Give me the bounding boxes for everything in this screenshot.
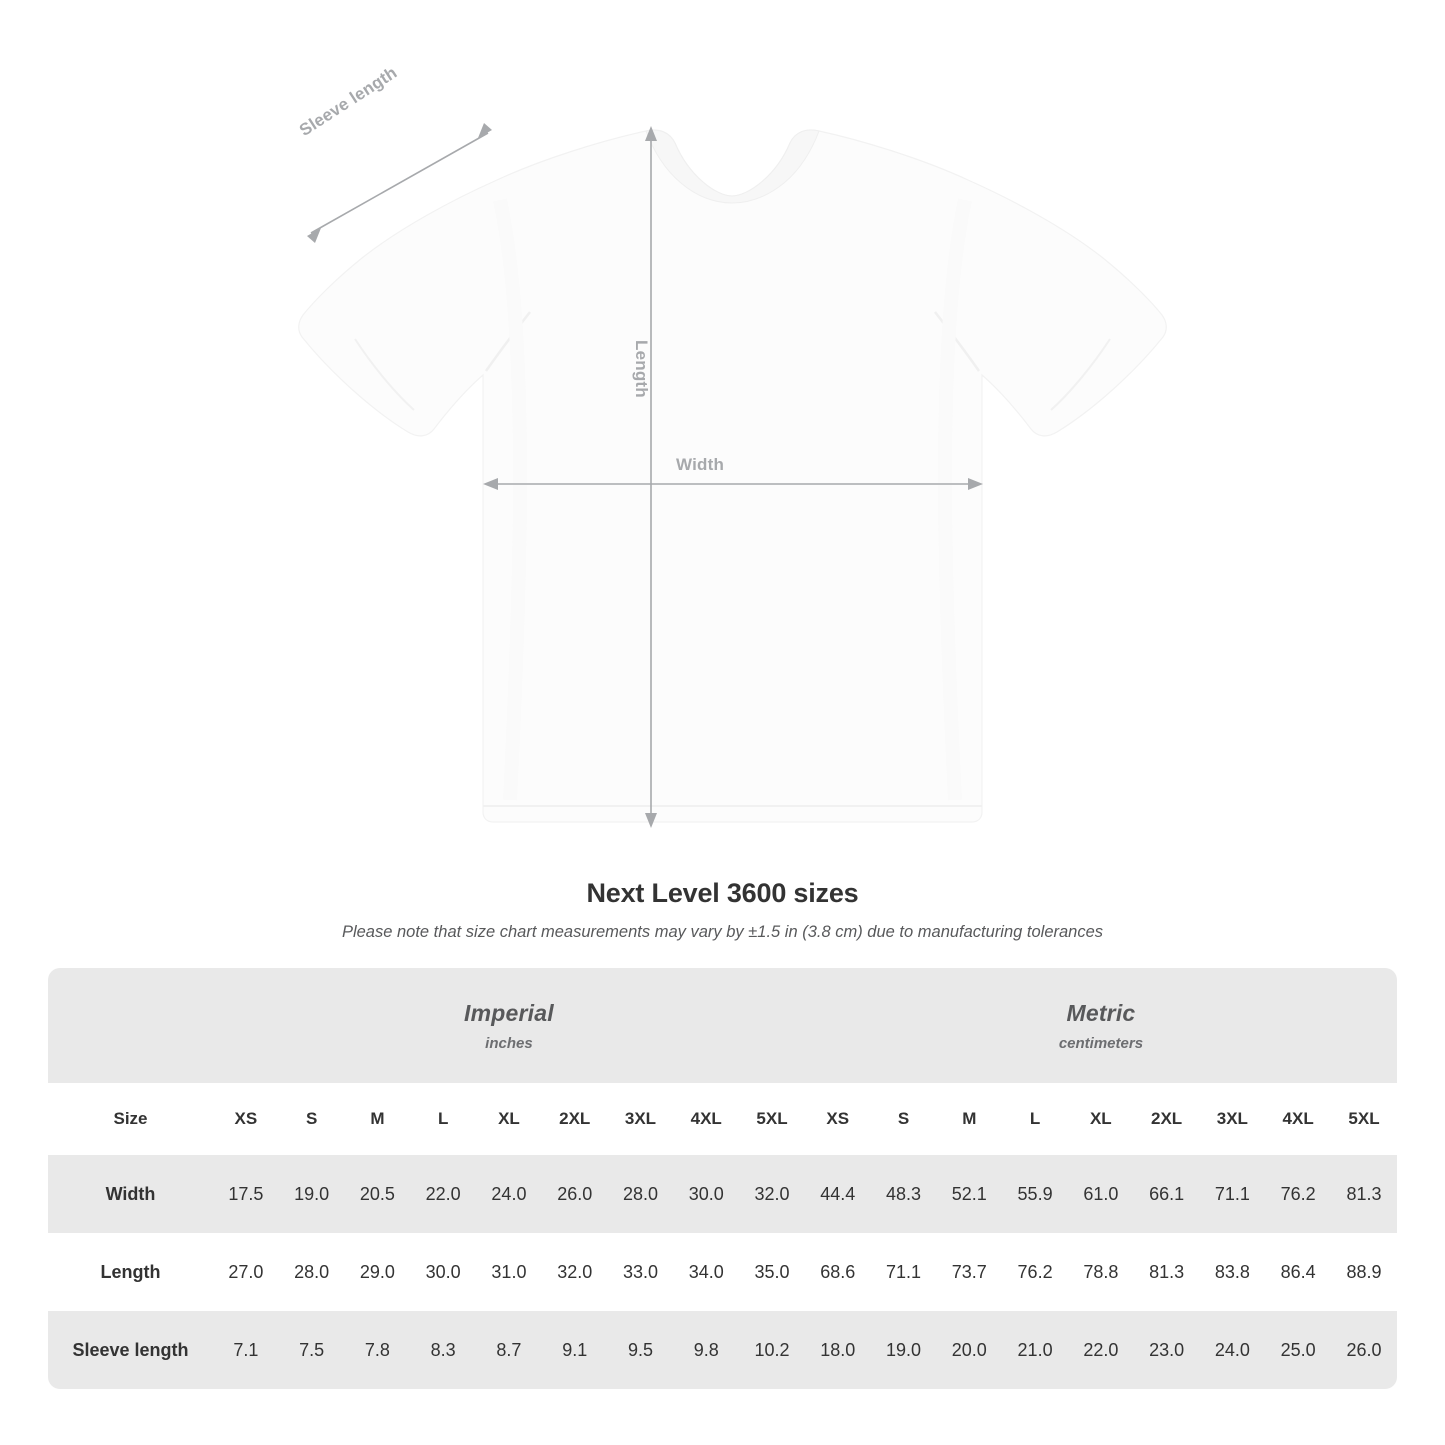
cell-width-imperial-3xl: 28.0 bbox=[608, 1155, 674, 1233]
group-metric-title: Metric bbox=[1066, 999, 1136, 1026]
group-imperial-title: Imperial bbox=[464, 999, 554, 1026]
cell-sleeve-metric-s: 19.0 bbox=[871, 1311, 937, 1389]
cell-sleeve-metric-2xl: 23.0 bbox=[1134, 1311, 1200, 1389]
cell-width-metric-m: 52.1 bbox=[936, 1155, 1002, 1233]
cell-sleeve-metric-m: 20.0 bbox=[936, 1311, 1002, 1389]
cell-width-imperial-5xl: 32.0 bbox=[739, 1155, 805, 1233]
annotation-length: Length bbox=[632, 340, 651, 398]
cell-width-metric-5xl: 81.3 bbox=[1331, 1155, 1397, 1233]
annotation-width: Width bbox=[676, 455, 725, 474]
group-metric-unit: centimeters bbox=[1058, 1034, 1144, 1052]
cell-length-metric-xl: 78.8 bbox=[1068, 1233, 1134, 1311]
cell-length-imperial-s: 28.0 bbox=[279, 1233, 345, 1311]
cell-length-imperial-5xl: 35.0 bbox=[739, 1233, 805, 1311]
cell-length-metric-m: 73.7 bbox=[936, 1233, 1002, 1311]
row-label-length: Length bbox=[48, 1233, 213, 1311]
table-row-length bbox=[48, 1233, 1397, 1311]
cell-sleeve-imperial-4xl: 9.8 bbox=[673, 1311, 739, 1389]
cell-sleeve-imperial-3xl: 9.5 bbox=[608, 1311, 674, 1389]
row-label-width: Width bbox=[48, 1155, 213, 1233]
header-size-label: Size bbox=[48, 1083, 213, 1155]
cell-sleeve-metric-3xl: 24.0 bbox=[1199, 1311, 1265, 1389]
cell-length-metric-l: 76.2 bbox=[1002, 1233, 1068, 1311]
header-metric-l: L bbox=[1002, 1083, 1068, 1155]
cell-sleeve-metric-xl: 22.0 bbox=[1068, 1311, 1134, 1389]
cell-width-imperial-m: 20.5 bbox=[345, 1155, 411, 1233]
table-row-width bbox=[48, 1155, 1397, 1233]
cell-sleeve-metric-5xl: 26.0 bbox=[1331, 1311, 1397, 1389]
group-imperial bbox=[213, 968, 805, 1083]
header-imperial-s: S bbox=[279, 1083, 345, 1155]
cell-length-imperial-3xl: 33.0 bbox=[608, 1233, 674, 1311]
cell-length-metric-3xl: 83.8 bbox=[1199, 1233, 1265, 1311]
cell-sleeve-imperial-xs: 7.1 bbox=[213, 1311, 279, 1389]
cell-length-imperial-m: 29.0 bbox=[345, 1233, 411, 1311]
row-label-sleeve-length: Sleeve length bbox=[48, 1311, 213, 1389]
cell-sleeve-metric-xs: 18.0 bbox=[805, 1311, 871, 1389]
cell-length-imperial-l: 30.0 bbox=[410, 1233, 476, 1311]
cell-width-metric-2xl: 66.1 bbox=[1134, 1155, 1200, 1233]
cell-width-imperial-s: 19.0 bbox=[279, 1155, 345, 1233]
cell-sleeve-imperial-2xl: 9.1 bbox=[542, 1311, 608, 1389]
header-imperial-l: L bbox=[410, 1083, 476, 1155]
cell-width-metric-s: 48.3 bbox=[871, 1155, 937, 1233]
group-spacer bbox=[48, 968, 213, 1083]
cell-width-imperial-2xl: 26.0 bbox=[542, 1155, 608, 1233]
cell-width-metric-xl: 61.0 bbox=[1068, 1155, 1134, 1233]
cell-sleeve-imperial-l: 8.3 bbox=[410, 1311, 476, 1389]
cell-width-imperial-l: 22.0 bbox=[410, 1155, 476, 1233]
annotation-sleeve-length: Sleeve length bbox=[296, 62, 401, 140]
header-imperial-xs: XS bbox=[213, 1083, 279, 1155]
header-imperial-m: M bbox=[345, 1083, 411, 1155]
size-header-row bbox=[48, 1083, 1397, 1155]
unit-group-row bbox=[48, 968, 1397, 1083]
cell-sleeve-imperial-5xl: 10.2 bbox=[739, 1311, 805, 1389]
header-imperial-2xl: 2XL bbox=[542, 1083, 608, 1155]
header-imperial-4xl: 4XL bbox=[673, 1083, 739, 1155]
cell-length-metric-xs: 68.6 bbox=[805, 1233, 871, 1311]
group-imperial-unit: inches bbox=[485, 1034, 533, 1052]
cell-sleeve-metric-l: 21.0 bbox=[1002, 1311, 1068, 1389]
cell-width-imperial-xl: 24.0 bbox=[476, 1155, 542, 1233]
header-metric-xs: XS bbox=[805, 1083, 871, 1155]
cell-width-metric-xs: 44.4 bbox=[805, 1155, 871, 1233]
title-block bbox=[0, 878, 1445, 942]
header-imperial-5xl: 5XL bbox=[739, 1083, 805, 1155]
cell-width-metric-3xl: 71.1 bbox=[1199, 1155, 1265, 1233]
cell-length-imperial-2xl: 32.0 bbox=[542, 1233, 608, 1311]
size-chart-container bbox=[48, 968, 1397, 1389]
cell-sleeve-imperial-m: 7.8 bbox=[345, 1311, 411, 1389]
cell-width-imperial-4xl: 30.0 bbox=[673, 1155, 739, 1233]
header-metric-2xl: 2XL bbox=[1134, 1083, 1200, 1155]
header-metric-s: S bbox=[871, 1083, 937, 1155]
cell-length-imperial-xl: 31.0 bbox=[476, 1233, 542, 1311]
cell-sleeve-imperial-xl: 8.7 bbox=[476, 1311, 542, 1389]
cell-length-metric-4xl: 86.4 bbox=[1265, 1233, 1331, 1311]
header-imperial-3xl: 3XL bbox=[608, 1083, 674, 1155]
header-metric-5xl: 5XL bbox=[1331, 1083, 1397, 1155]
group-metric bbox=[805, 968, 1397, 1083]
header-imperial-xl: XL bbox=[476, 1083, 542, 1155]
cell-length-metric-2xl: 81.3 bbox=[1134, 1233, 1200, 1311]
header-metric-xl: XL bbox=[1068, 1083, 1134, 1155]
header-metric-3xl: 3XL bbox=[1199, 1083, 1265, 1155]
cell-length-metric-s: 71.1 bbox=[871, 1233, 937, 1311]
cell-sleeve-metric-4xl: 25.0 bbox=[1265, 1311, 1331, 1389]
cell-width-metric-4xl: 76.2 bbox=[1265, 1155, 1331, 1233]
size-chart-table bbox=[48, 968, 1397, 1389]
cell-length-imperial-xs: 27.0 bbox=[213, 1233, 279, 1311]
tolerance-note: Please note that size chart measurements may vary by ±1.5 in (3.8 cm) due to manufacturing tolerances bbox=[341, 923, 1104, 941]
header-metric-m: M bbox=[936, 1083, 1002, 1155]
cell-length-metric-5xl: 88.9 bbox=[1331, 1233, 1397, 1311]
cell-width-metric-l: 55.9 bbox=[1002, 1155, 1068, 1233]
cell-sleeve-imperial-s: 7.5 bbox=[279, 1311, 345, 1389]
table-row-sleeve-length bbox=[48, 1311, 1397, 1389]
page-title: Next Level 3600 sizes bbox=[586, 878, 859, 908]
cell-length-imperial-4xl: 34.0 bbox=[673, 1233, 739, 1311]
cell-width-imperial-xs: 17.5 bbox=[213, 1155, 279, 1233]
header-metric-4xl: 4XL bbox=[1265, 1083, 1331, 1155]
